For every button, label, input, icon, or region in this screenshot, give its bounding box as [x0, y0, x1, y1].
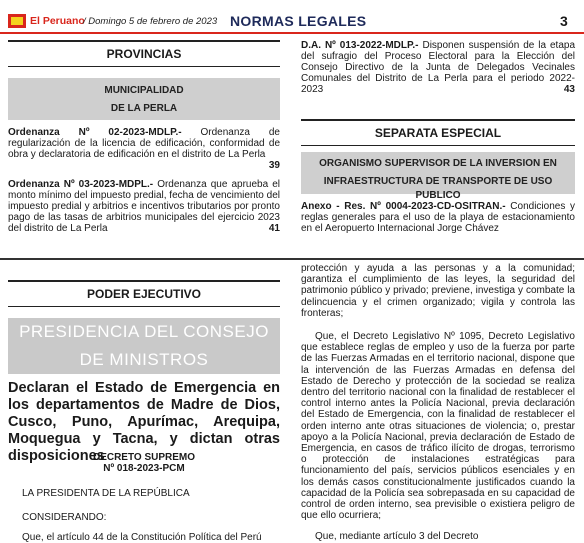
norm-code: Ordenanza Nº 03-2023-MDPL.-: [8, 179, 154, 190]
section-separata: SEPARATA ESPECIAL: [301, 119, 575, 146]
body-paragraph-1: protección y ayuda a las personas y a la comunidad; garantiza el cumplimiento de las leyes, la seguridad del patrimonio público y privado; previene, investiga y combate la delincuencia y el crimen organizado; vigila y controla las fronteras;: [301, 263, 575, 319]
list-item[interactable]: [8, 127, 280, 171]
issue-date: / Domingo 5 de febrero de 2023: [83, 16, 218, 27]
norm-page: 43: [563, 84, 575, 95]
norm-page: 41: [268, 223, 280, 234]
el-peruano-logo-icon: [8, 14, 26, 28]
page-title: NORMAS LEGALES: [230, 13, 367, 29]
norm-page: 39: [268, 160, 280, 171]
ministry-line2: DE MINISTROS: [79, 350, 209, 369]
section-poder-ejecutivo: PODER EJECUTIVO: [8, 280, 280, 307]
presidenta-line: LA PRESIDENTA DE LA REPÚBLICA: [22, 488, 190, 499]
norm-code: Ordenanza Nº 02-2023-MDLP.-: [8, 127, 182, 138]
norm-text: Condiciones y reglas generales para el uso de la playa de estacionamiento en el Aeropuerto Internacional Jorge Chávez: [301, 201, 575, 234]
ministry-box: [8, 318, 280, 374]
entity-line2: DE LA PERLA: [110, 103, 178, 114]
norm-text: Ordenanza que aprueba el monto mínimo del impuesto predial, fecha de vencimiento del impuesto predial y arbitrios e incentivos tributarios por pronto pago de las tasas de arbitrios municipales del ejercicio 2023 del distrito de La Perla: [8, 179, 281, 234]
section-provincias: PROVINCIAS: [8, 40, 280, 67]
norm-text: Ordenanza de regularización de la licencia de edificación, conformidad de obra y declaratoria de edificación en el distrito de La Perla: [8, 127, 280, 160]
brand-name: El Peruano: [30, 15, 85, 27]
norm-code: Anexo - Res. Nº 0004-2023-CD-OSITRAN.-: [301, 201, 506, 212]
horizontal-divider: [0, 258, 584, 260]
org-line2: INFRAESTRUCTURA DE TRANSPORTE DE USO PUBLICO: [323, 176, 553, 201]
entity-box: [8, 78, 280, 120]
org-line1: ORGANISMO SUPERVISOR DE LA INVERSION EN: [319, 158, 557, 169]
list-item[interactable]: [301, 40, 575, 95]
entity-line1: MUNICIPALIDAD: [104, 85, 184, 96]
list-item[interactable]: [301, 201, 575, 234]
body-paragraph-2: Que, el Decreto Legislativo Nº 1095, Decreto Legislativo que establece reglas de empleo y uso de la fuerza por parte de las Fuerzas Armadas en el territorio nacional, dispone que la intervención de las Fuerzas Armadas en defensa del Estado de Derecho y protección de la sociedad se realiza dentro del territorio nacional con la finalidad de restablecer el control interno antes la Policía Nacional, previa declaración del Estado de Emergencia, con la finalidad de restablecer el orden interno ante otras situaciones de violencia; o, prestar apoyo a la Policía Nacional, previa declaración de Estado de Emergencia, en casos de tráfico ilícito de drogas, terrorismo o protección de instalaciones estratégicas para funcionamiento del país, servicios públicos esenciales y en los demás casos constitucionalmente justificados cuando la capacidad de la Policía sea sobrepasada en su capacidad de control de orden interno, sea previsible o existiera peligro de que ello ocurriera;: [301, 331, 575, 522]
considerando-label: CONSIDERANDO:: [22, 512, 107, 523]
page-number: 3: [560, 13, 568, 29]
body-paragraph-cut: Que, mediante artículo 3 del Decreto: [315, 531, 479, 542]
norm-text: Disponen suspensión de la etapa del sufragio del Proceso Electoral para la Elección del Consejo Directivo de la Junta de Delegados Vecinales Comunales del Distrito de La Perla para el periodo 2022-2023: [301, 40, 576, 95]
list-item[interactable]: [8, 179, 280, 234]
article-headline: Declaran el Estado de Emergencia en los departamentos de Madre de Dios, Cusco, Puno, Apurímac, Arequipa, Moquegua y Tacna, y dictan otras disposiciones: [8, 380, 280, 464]
decree-type: DECRETO SUPREMO: [92, 452, 196, 463]
decree-number: Nº 018-2023-PCM: [103, 463, 185, 474]
norm-code: D.A. Nº 013-2022-MDLP.-: [301, 40, 419, 51]
ministry-line1: PRESIDENCIA DEL CONSEJO: [19, 322, 269, 341]
cut-paragraph: Que, el artículo 44 de la Constitución Política del Perú: [22, 532, 262, 543]
header-divider: [0, 32, 584, 34]
org-box: [301, 152, 575, 201]
